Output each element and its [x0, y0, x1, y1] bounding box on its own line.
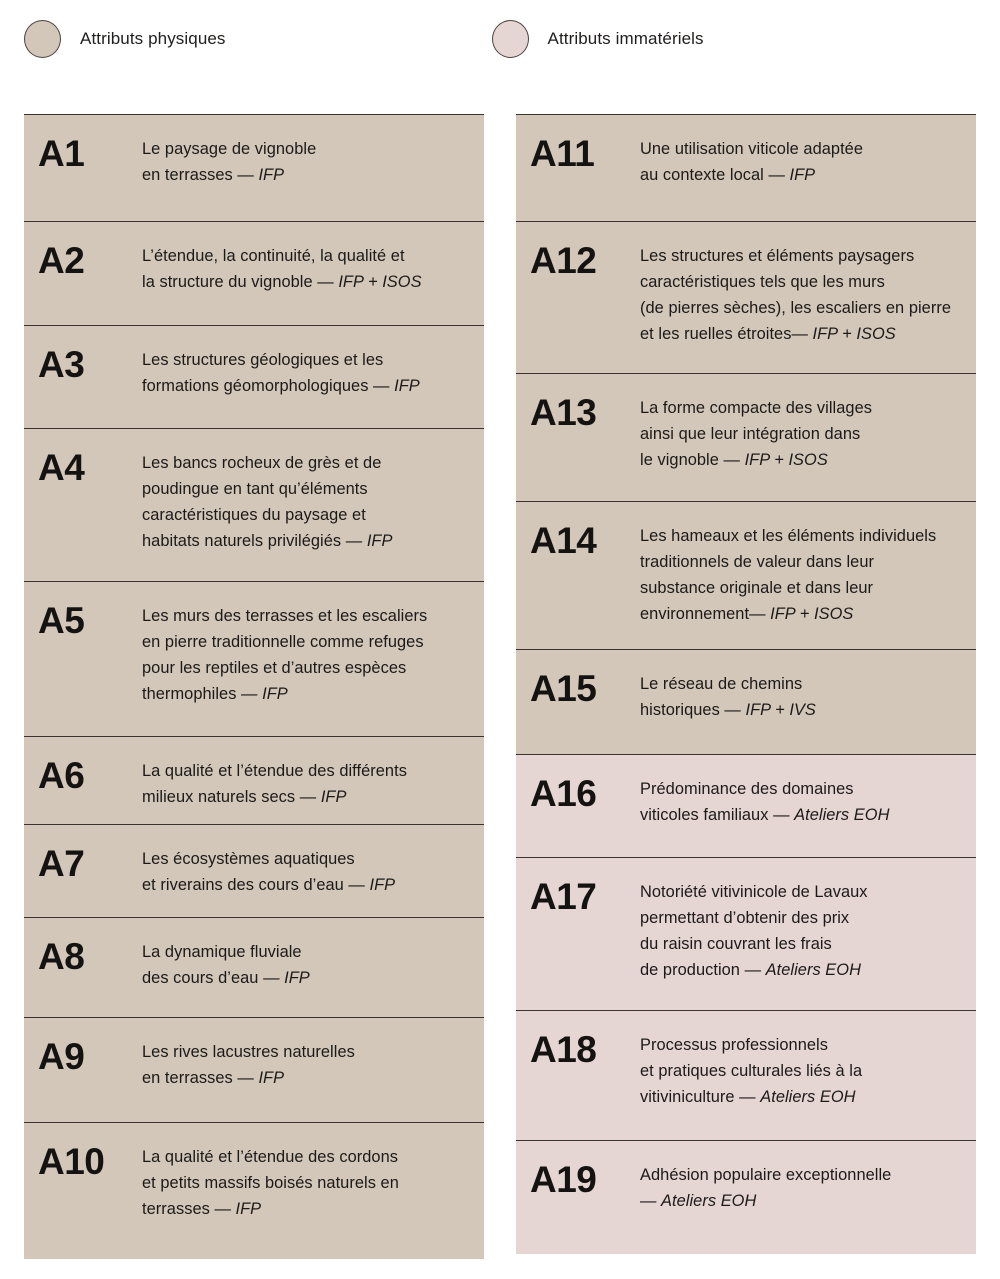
attribute-card[interactable] — [24, 825, 484, 918]
attribute-description: Adhésion populaire exceptionnelle — Ateliers EOH — [640, 1166, 892, 1210]
attribute-source: IFP — [366, 532, 393, 550]
circle-swatch-icon — [24, 20, 61, 58]
attribute-code: A2 — [38, 240, 85, 281]
attribute-source: IFP + IVS — [745, 701, 816, 719]
attribute-code: A10 — [38, 1141, 105, 1182]
legend-label-intangible: Attributs immatériels — [547, 29, 704, 48]
attribute-source: IFP + ISOS — [812, 325, 896, 343]
attribute-description: Les hameaux et les éléments individuels traditionnels de valeur dans leur substance originale et dans leur environnement— IFP + ISOS — [640, 527, 937, 623]
attribute-description: Les structures et éléments paysagers caractéristiques tels que les murs (de pierres sèches), les escaliers en pierre et les ruelles étroites— IFP + ISOS — [640, 247, 952, 343]
attribute-card[interactable] — [516, 1011, 976, 1141]
attribute-code: A13 — [530, 392, 597, 433]
attribute-description: Les bancs rocheux de grès et de poudingue en tant qu’éléments caractéristiques du paysage et habitats naturels privilégiés — IFP — [142, 454, 393, 550]
attribute-card[interactable] — [24, 737, 484, 825]
attribute-card[interactable] — [24, 115, 484, 222]
attribute-source: IFP — [394, 377, 420, 395]
attribute-description: Notoriété vitivinicole de Lavaux permettant d’obtenir des prix du raisin couvrant les frais de production — Ateliers EOH — [640, 883, 868, 979]
attribute-description: L’étendue, la continuité, la qualité et la structure du vignoble — IFP + ISOS — [142, 247, 422, 291]
legend-label-physical: Attributs physiques — [80, 29, 226, 48]
attribute-source: Ateliers EOH — [765, 961, 861, 979]
attribute-description: La qualité et l’étendue des différents milieux naturels secs — IFP — [142, 762, 407, 806]
attribute-description: Le paysage de vignoble en terrasses — IFP — [142, 140, 317, 184]
attribute-card[interactable] — [24, 326, 484, 429]
attribute-columns — [24, 114, 976, 1259]
attribute-description: Le réseau de chemins historiques — IFP + IVS — [640, 675, 816, 719]
attribute-card[interactable] — [516, 222, 976, 374]
attribute-code: A5 — [38, 600, 85, 641]
attribute-description: La dynamique fluviale des cours d’eau — IFP — [142, 943, 310, 987]
attribute-code: A11 — [530, 133, 595, 174]
attribute-card[interactable] — [516, 755, 976, 858]
attribute-card[interactable] — [516, 374, 976, 502]
left-column — [24, 114, 484, 1259]
attribute-description: La forme compacte des villages ainsi que leur intégration dans le vignoble — IFP + ISOS — [640, 399, 872, 469]
attribute-description: Les rives lacustres naturelles en terrasses — IFP — [142, 1043, 355, 1087]
attribute-source: IFP — [320, 788, 347, 806]
attribute-description: La qualité et l’étendue des cordons et petits massifs boisés naturels en terrasses — IFP — [142, 1148, 399, 1218]
attribute-source: IFP — [369, 876, 396, 894]
attribute-card[interactable] — [24, 1123, 484, 1259]
attribute-source: Ateliers EOH — [661, 1192, 757, 1210]
attribute-code: A19 — [530, 1159, 597, 1200]
attribute-source: IFP + ISOS — [770, 605, 854, 623]
attribute-code: A15 — [530, 668, 597, 709]
attribute-description: Les structures géologiques et les formations géomorphologiques — IFP — [142, 351, 420, 395]
attribute-code: A4 — [38, 447, 85, 488]
attribute-source: IFP — [258, 1069, 285, 1087]
attribute-source: IFP — [262, 685, 288, 703]
attribute-code: A6 — [38, 755, 85, 796]
attribute-code: A12 — [530, 240, 597, 281]
attribute-source: IFP — [789, 166, 816, 184]
attribute-description: Prédominance des domaines viticoles familiaux — Ateliers EOH — [640, 780, 890, 824]
attribute-card[interactable] — [516, 858, 976, 1011]
circle-swatch-icon — [492, 20, 529, 58]
attribute-code: A1 — [38, 133, 85, 174]
attribute-card[interactable] — [24, 1018, 484, 1123]
attribute-source: IFP — [258, 166, 285, 184]
legend-item-intangible — [492, 20, 704, 58]
attribute-source: IFP — [235, 1200, 262, 1218]
attribute-code: A8 — [38, 936, 85, 977]
attribute-code: A17 — [530, 876, 597, 917]
attribute-card[interactable] — [516, 650, 976, 755]
attribute-source: Ateliers EOH — [794, 806, 890, 824]
attribute-code: A16 — [530, 773, 597, 814]
attribute-source: IFP + ISOS — [744, 451, 828, 469]
attribute-code: A9 — [38, 1036, 85, 1077]
attribute-card[interactable] — [24, 918, 484, 1018]
legend-item-physical — [24, 20, 226, 58]
attribute-description: Processus professionnels et pratiques culturales liés à la vitiviniculture — Ateliers EOH — [640, 1036, 863, 1106]
attribute-source: Ateliers EOH — [760, 1088, 856, 1106]
attribute-description: Les murs des terrasses et les escaliers en pierre traditionnelle comme refuges pour les reptiles et d’autres espèces thermophiles — IFP — [142, 607, 428, 703]
attribute-card[interactable] — [24, 582, 484, 737]
attribute-code: A14 — [530, 520, 597, 561]
attribute-description: Une utilisation viticole adaptée au contexte local — IFP — [640, 140, 864, 184]
attribute-source: IFP + ISOS — [338, 273, 422, 291]
attribute-description: Les écosystèmes aquatiques et riverains des cours d’eau — IFP — [142, 850, 396, 894]
attribute-card[interactable] — [516, 502, 976, 650]
right-column — [516, 114, 976, 1259]
legend — [24, 17, 976, 61]
attribute-code: A7 — [38, 843, 85, 884]
attribute-code: A3 — [38, 344, 85, 385]
attribute-source: IFP — [284, 969, 310, 987]
attribute-card[interactable] — [24, 222, 484, 326]
attribute-card[interactable] — [516, 1141, 976, 1254]
attribute-card[interactable] — [24, 429, 484, 582]
attribute-card[interactable] — [516, 115, 976, 222]
attribute-code: A18 — [530, 1029, 597, 1070]
